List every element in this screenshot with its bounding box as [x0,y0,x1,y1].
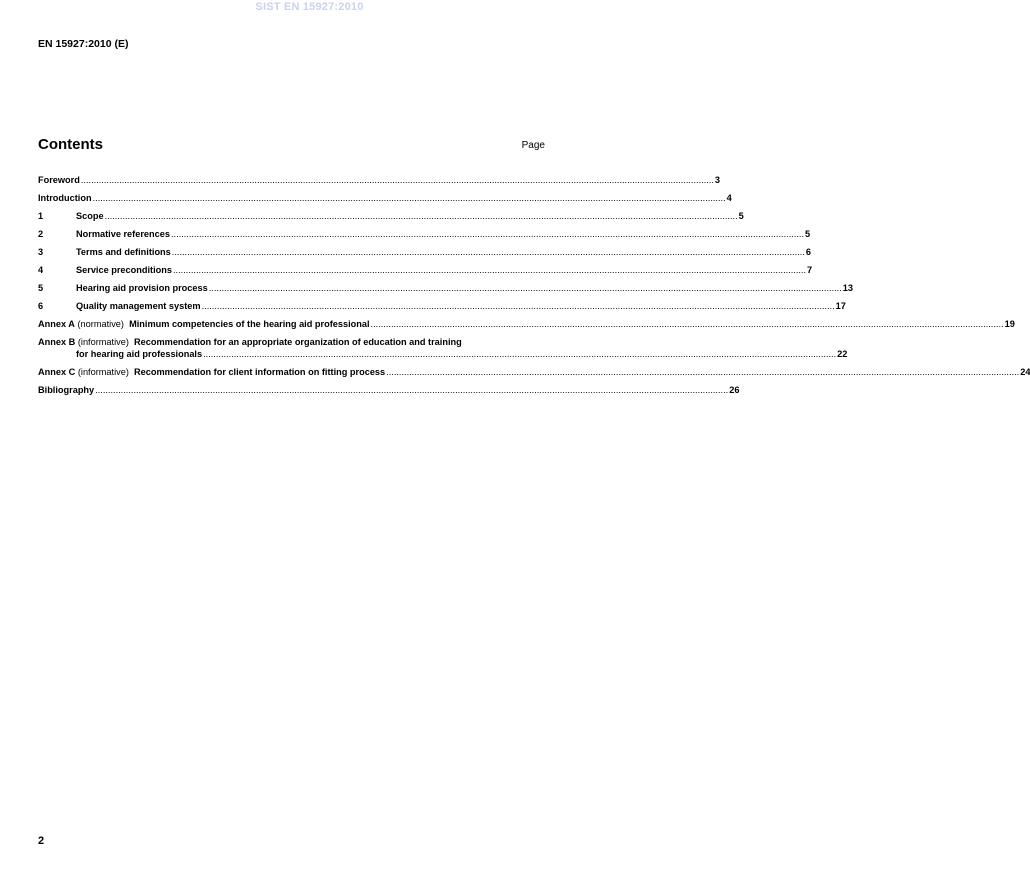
page-number: 2 [38,835,45,847]
toc-entry-normative-references[interactable] [38,228,811,240]
toc-entry-number: 5 [38,283,44,293]
watermark: SIST EN 15927:2010 [255,1,364,13]
toc-entry-annex-c[interactable] [38,366,1030,378]
toc-entry-page: 19 [1004,319,1015,329]
toc-entry-title: Normative references [76,229,170,239]
annex-label: Annex B [38,337,76,347]
toc-entry-title: Service preconditions [76,265,172,275]
toc-entry-bibliography[interactable] [38,384,740,396]
toc-entry-page: 13 [842,283,854,293]
toc-entry-title: Hearing aid provision process [76,283,208,293]
toc-entry-title: Bibliography [38,385,95,395]
toc-entry-page: 5 [805,229,811,239]
toc-entry-service-preconditions[interactable] [38,264,813,276]
leader-dots [173,264,806,276]
toc-entry-introduction[interactable] [38,192,732,204]
toc-entry-number: 2 [38,229,44,239]
toc-entry-scope[interactable] [38,210,744,222]
toc-entry-page: 22 [837,349,848,359]
leader-dots [386,366,1019,378]
toc-entry-page: 26 [729,385,740,395]
annex-type: (informative) [77,367,129,377]
toc-entry-number: 3 [38,247,44,257]
annex-title-continued: for hearing aid professionals [76,349,203,359]
leader-dots [93,192,726,204]
leader-dots [105,210,738,222]
annex-label: Annex C [38,367,76,377]
toc-entry-annex-b[interactable] [38,336,848,360]
toc-entry-number: 6 [38,301,44,311]
document-id-header: EN 15927:2010 (E) [38,38,129,50]
leader-dots [371,318,1004,330]
toc-entry-quality-management-system[interactable] [38,300,846,312]
annex-title: Minimum competencies of the hearing aid professional [129,319,370,329]
toc-entry-terms-and-definitions[interactable] [38,246,811,258]
annex-label: Annex A [38,319,75,329]
page-column-label: Page [521,140,545,151]
toc-entry-page: 6 [805,247,811,257]
toc-entry-page: 5 [738,211,744,221]
toc-entry-page: 7 [807,265,813,275]
toc-entry-title: Foreword [38,175,80,185]
annex-title: Recommendation for an appropriate organization of education and training [134,337,462,347]
leader-dots [203,348,836,360]
table-of-contents [38,174,1030,402]
leader-dots [172,246,805,258]
toc-entry-title: Introduction [38,193,92,203]
toc-entry-page: 3 [714,175,721,185]
leader-dots [95,384,728,396]
toc-entry-page: 24 [1020,367,1030,377]
contents-heading: Contents [38,136,103,153]
annex-title: Recommendation for client information on fitting process [134,367,386,377]
leader-dots [81,174,714,186]
toc-entry-title: Scope [76,211,104,221]
toc-entry-foreword[interactable] [38,174,721,186]
toc-entry-annex-a[interactable] [38,318,1015,330]
toc-entry-title: Quality management system [76,301,201,311]
toc-entry-title: Terms and definitions [76,247,171,257]
leader-dots [202,300,835,312]
annex-type: (normative) [77,319,124,329]
annex-type: (informative) [77,337,129,347]
toc-entry-hearing-aid-provision-process[interactable] [38,282,854,294]
toc-entry-number: 4 [38,265,44,275]
toc-entry-number: 1 [38,211,44,221]
toc-entry-page: 4 [726,193,732,203]
leader-dots [209,282,842,294]
leader-dots [171,228,804,240]
toc-entry-page: 17 [835,301,846,311]
